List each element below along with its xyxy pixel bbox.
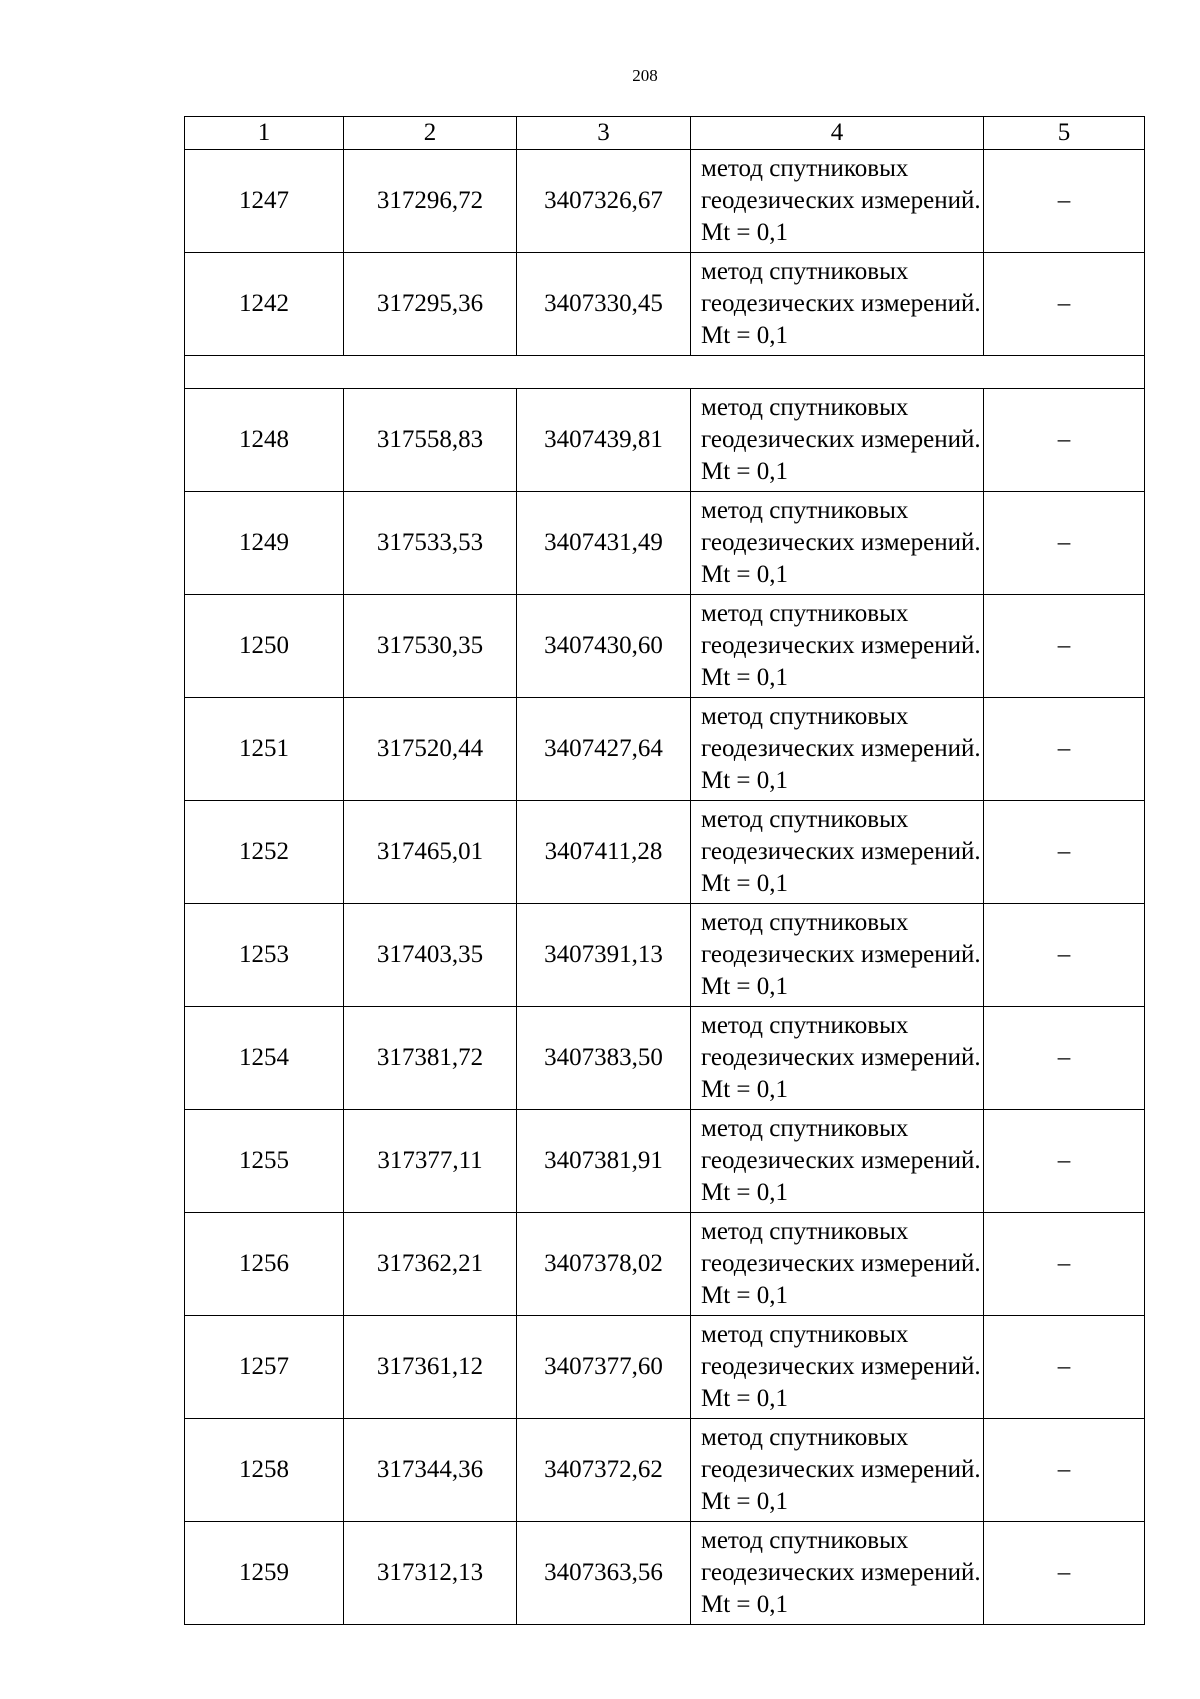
cell-point-id: 1247	[185, 150, 344, 253]
cell-point-id: 1249	[185, 492, 344, 595]
cell-y-coordinate: 3407381,91	[517, 1110, 691, 1213]
cell-point-id: 1257	[185, 1316, 344, 1419]
cell-point-id: 1259	[185, 1522, 344, 1625]
cell-note: –	[984, 1419, 1145, 1522]
cell-point-id: 1255	[185, 1110, 344, 1213]
cell-y-coordinate: 3407326,67	[517, 150, 691, 253]
cell-y-coordinate: 3407439,81	[517, 389, 691, 492]
cell-x-coordinate: 317362,21	[344, 1213, 517, 1316]
cell-y-coordinate: 3407372,62	[517, 1419, 691, 1522]
cell-note: –	[984, 698, 1145, 801]
table-row	[185, 1110, 1145, 1213]
cell-y-coordinate: 3407383,50	[517, 1007, 691, 1110]
cell-note: –	[984, 253, 1145, 356]
table-row	[185, 1007, 1145, 1110]
table-row	[185, 698, 1145, 801]
coordinates-table	[184, 116, 1145, 1625]
cell-x-coordinate: 317530,35	[344, 595, 517, 698]
separator-cell	[185, 356, 1145, 389]
cell-method: метод спутниковых геодезических измерений. Mt = 0,1	[691, 904, 984, 1007]
cell-method: метод спутниковых геодезических измерений. Mt = 0,1	[691, 1110, 984, 1213]
cell-note: –	[984, 150, 1145, 253]
cell-method: метод спутниковых геодезических измерений. Mt = 0,1	[691, 1522, 984, 1625]
column-header-2: 2	[344, 117, 517, 150]
cell-x-coordinate: 317381,72	[344, 1007, 517, 1110]
table-row	[185, 1419, 1145, 1522]
cell-y-coordinate: 3407411,28	[517, 801, 691, 904]
table-row	[185, 389, 1145, 492]
cell-y-coordinate: 3407427,64	[517, 698, 691, 801]
cell-method: метод спутниковых геодезических измерений. Mt = 0,1	[691, 1007, 984, 1110]
table-separator	[185, 356, 1145, 389]
cell-method: метод спутниковых геодезических измерений. Mt = 0,1	[691, 801, 984, 904]
cell-x-coordinate: 317520,44	[344, 698, 517, 801]
column-header-1: 1	[185, 117, 344, 150]
cell-note: –	[984, 904, 1145, 1007]
cell-y-coordinate: 3407430,60	[517, 595, 691, 698]
cell-point-id: 1252	[185, 801, 344, 904]
column-header-4: 4	[691, 117, 984, 150]
table-row	[185, 801, 1145, 904]
cell-x-coordinate: 317377,11	[344, 1110, 517, 1213]
cell-y-coordinate: 3407431,49	[517, 492, 691, 595]
cell-point-id: 1258	[185, 1419, 344, 1522]
cell-y-coordinate: 3407377,60	[517, 1316, 691, 1419]
cell-note: –	[984, 1007, 1145, 1110]
cell-point-id: 1248	[185, 389, 344, 492]
cell-note: –	[984, 1316, 1145, 1419]
table-row	[185, 1522, 1145, 1625]
table-row	[185, 150, 1145, 253]
cell-x-coordinate: 317465,01	[344, 801, 517, 904]
table-row	[185, 492, 1145, 595]
cell-x-coordinate: 317533,53	[344, 492, 517, 595]
table-row	[185, 904, 1145, 1007]
table-row	[185, 253, 1145, 356]
table-row	[185, 1316, 1145, 1419]
cell-x-coordinate: 317558,83	[344, 389, 517, 492]
cell-note: –	[984, 801, 1145, 904]
table-row	[185, 595, 1145, 698]
cell-point-id: 1256	[185, 1213, 344, 1316]
cell-method: метод спутниковых геодезических измерений. Mt = 0,1	[691, 698, 984, 801]
table-body-group-b	[185, 389, 1145, 1625]
page-number: 208	[632, 66, 658, 85]
cell-method: метод спутниковых геодезических измерений. Mt = 0,1	[691, 1419, 984, 1522]
cell-y-coordinate: 3407330,45	[517, 253, 691, 356]
cell-x-coordinate: 317312,13	[344, 1522, 517, 1625]
cell-x-coordinate: 317403,35	[344, 904, 517, 1007]
cell-point-id: 1254	[185, 1007, 344, 1110]
column-header-5: 5	[984, 117, 1145, 150]
table-body-group-a	[185, 150, 1145, 356]
cell-y-coordinate: 3407378,02	[517, 1213, 691, 1316]
cell-note: –	[984, 595, 1145, 698]
cell-method: метод спутниковых геодезических измерений. Mt = 0,1	[691, 595, 984, 698]
cell-method: метод спутниковых геодезических измерений. Mt = 0,1	[691, 1213, 984, 1316]
table-header-row	[185, 117, 1145, 150]
cell-method: метод спутниковых геодезических измерений. Mt = 0,1	[691, 389, 984, 492]
cell-x-coordinate: 317344,36	[344, 1419, 517, 1522]
cell-method: метод спутниковых геодезических измерений. Mt = 0,1	[691, 253, 984, 356]
cell-point-id: 1251	[185, 698, 344, 801]
cell-note: –	[984, 1522, 1145, 1625]
cell-method: метод спутниковых геодезических измерений. Mt = 0,1	[691, 1316, 984, 1419]
cell-x-coordinate: 317296,72	[344, 150, 517, 253]
cell-point-id: 1253	[185, 904, 344, 1007]
column-header-3: 3	[517, 117, 691, 150]
cell-x-coordinate: 317295,36	[344, 253, 517, 356]
cell-y-coordinate: 3407363,56	[517, 1522, 691, 1625]
cell-note: –	[984, 389, 1145, 492]
cell-point-id: 1250	[185, 595, 344, 698]
cell-note: –	[984, 1213, 1145, 1316]
cell-note: –	[984, 1110, 1145, 1213]
cell-y-coordinate: 3407391,13	[517, 904, 691, 1007]
cell-note: –	[984, 492, 1145, 595]
cell-method: метод спутниковых геодезических измерений. Mt = 0,1	[691, 150, 984, 253]
table-row	[185, 1213, 1145, 1316]
cell-point-id: 1242	[185, 253, 344, 356]
cell-method: метод спутниковых геодезических измерений. Mt = 0,1	[691, 492, 984, 595]
separator-row	[185, 356, 1145, 389]
cell-x-coordinate: 317361,12	[344, 1316, 517, 1419]
